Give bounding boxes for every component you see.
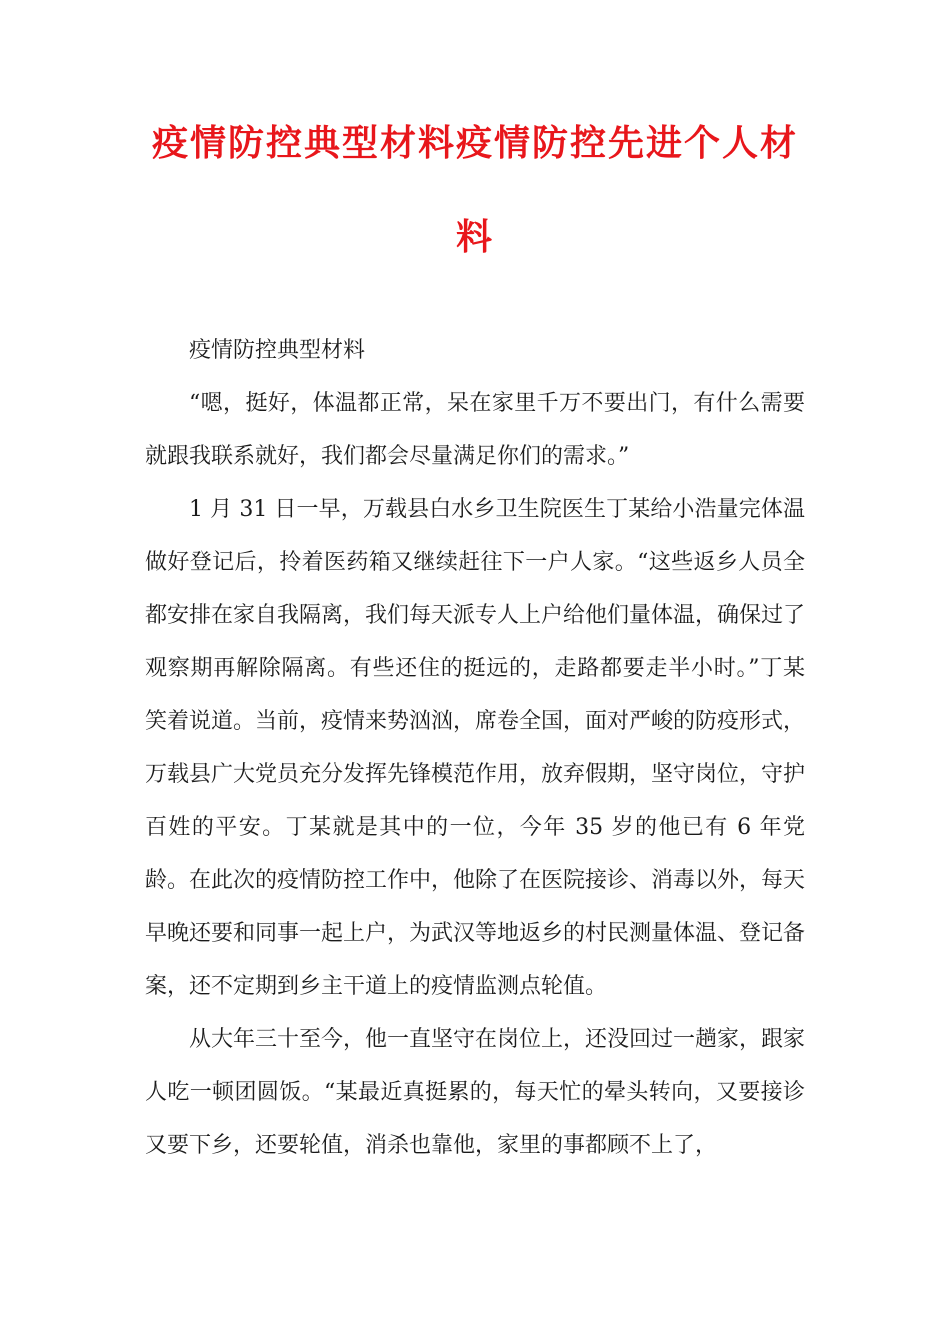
document-title-line-2: 料 xyxy=(455,216,494,258)
document-body xyxy=(145,324,805,1172)
paragraph-story: 1 月 31 日一早，万载县白水乡卫生院医生丁某给小浩量完体温做好登记后，拎着医药箱又继续赶往下一户人家。“这些返乡人员全都安排在家自我隔离，我们每天派专人上户给他们量体温，确保过了观察期再解除隔离。有些还住的挺远的，走路都要走半小时。”丁某笑着说道。当前，疫情来势汹汹，席卷全国，面对严峻的防疫形式，万载县广大党员充分发挥先锋模范作用，放弃假期，坚守岗位，守护百姓的平安。丁某就是其中的一位，今年 35 岁的他已有 6 年党龄。在此次的疫情防控工作中，他除了在医院接诊、消毒以外，每天早晚还要和同事一起上户，为武汉等地返乡的村民测量体温、登记备案，还不定期到乡主干道上的疫情监测点轮值。 xyxy=(145,497,806,999)
paragraph-subtitle: 疫情防控典型材料 xyxy=(189,338,366,363)
paragraph-quote: “嗯，挺好，体温都正常，呆在家里千万不要出门，有什么需要就跟我联系就好，我们都会尽量满足你们的需求。” xyxy=(145,391,805,469)
paragraph-continuation: 从大年三十至今，他一直坚守在岗位上，还没回过一趟家，跟家人吃一顿团圆饭。“某最近真挺累的，每天忙的晕头转向，又要接诊又要下乡，还要轮值，消杀也靠他，家里的事都顾不上了， xyxy=(145,1027,806,1158)
document-title-line-1: 疫情防控典型材料疫情防控先进个人材 xyxy=(151,122,798,164)
document-title xyxy=(145,96,805,284)
